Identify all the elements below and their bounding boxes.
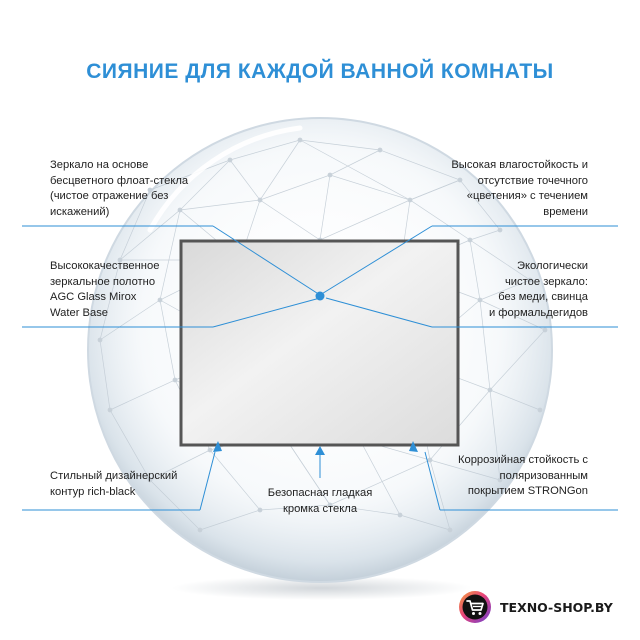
feature-line: Безопасная гладкая [267,487,373,499]
feature-line: бесцветного флоат-стекла [50,174,189,187]
brand-logo[interactable] [458,590,613,624]
feature-line: поляризованным [499,469,588,482]
feature-line: времени [543,205,588,218]
feature-line: кромка стекла [282,502,358,515]
feature-line: зеркальное полотно [50,275,156,288]
mirror-glass [181,241,458,445]
feature-line: покрытием STRONGon [467,485,588,497]
feature-line: искажений) [50,205,110,218]
feature-line: контур rich-black [50,485,136,498]
feature-mid-right [489,259,588,321]
feature-bottom-center [240,486,400,517]
callout-hub-dot [316,292,325,301]
feature-line: Экологически [516,260,588,272]
feature-top-right [451,158,588,220]
feature-line: Коррозийная стойкость с [457,454,588,466]
feature-line: чистое зеркало: [504,275,588,288]
brand-name: TEXNO-SHOP.BY [500,599,613,615]
feature-line: отсутствие точечного [477,174,588,187]
feature-line: Высокая влагостойкость и [451,159,588,171]
feature-top-left [50,158,188,220]
feature-bottom-right [458,453,588,500]
page-title: СИЯНИЕ ДЛЯ КАЖДОЙ ВАННОЙ КОМНАТЫ [86,60,554,83]
shopping-cart-icon [458,590,492,624]
feature-line: (чистое отражение без [50,190,169,202]
feature-line: Зеркало на основе [50,159,149,171]
feature-line: Стильный дизайнерский [50,470,178,482]
feature-bottom-left [50,469,177,500]
feature-mid-left [50,259,159,321]
feature-line: «цветения» с течением [466,190,588,202]
feature-line: AGC Glass Mirox [50,291,137,303]
feature-line: Water Base [50,306,109,319]
feature-line: без меди, свинца [498,291,588,303]
feature-line: Высококачественное [50,260,160,272]
feature-line: и формальдегидов [488,306,588,319]
